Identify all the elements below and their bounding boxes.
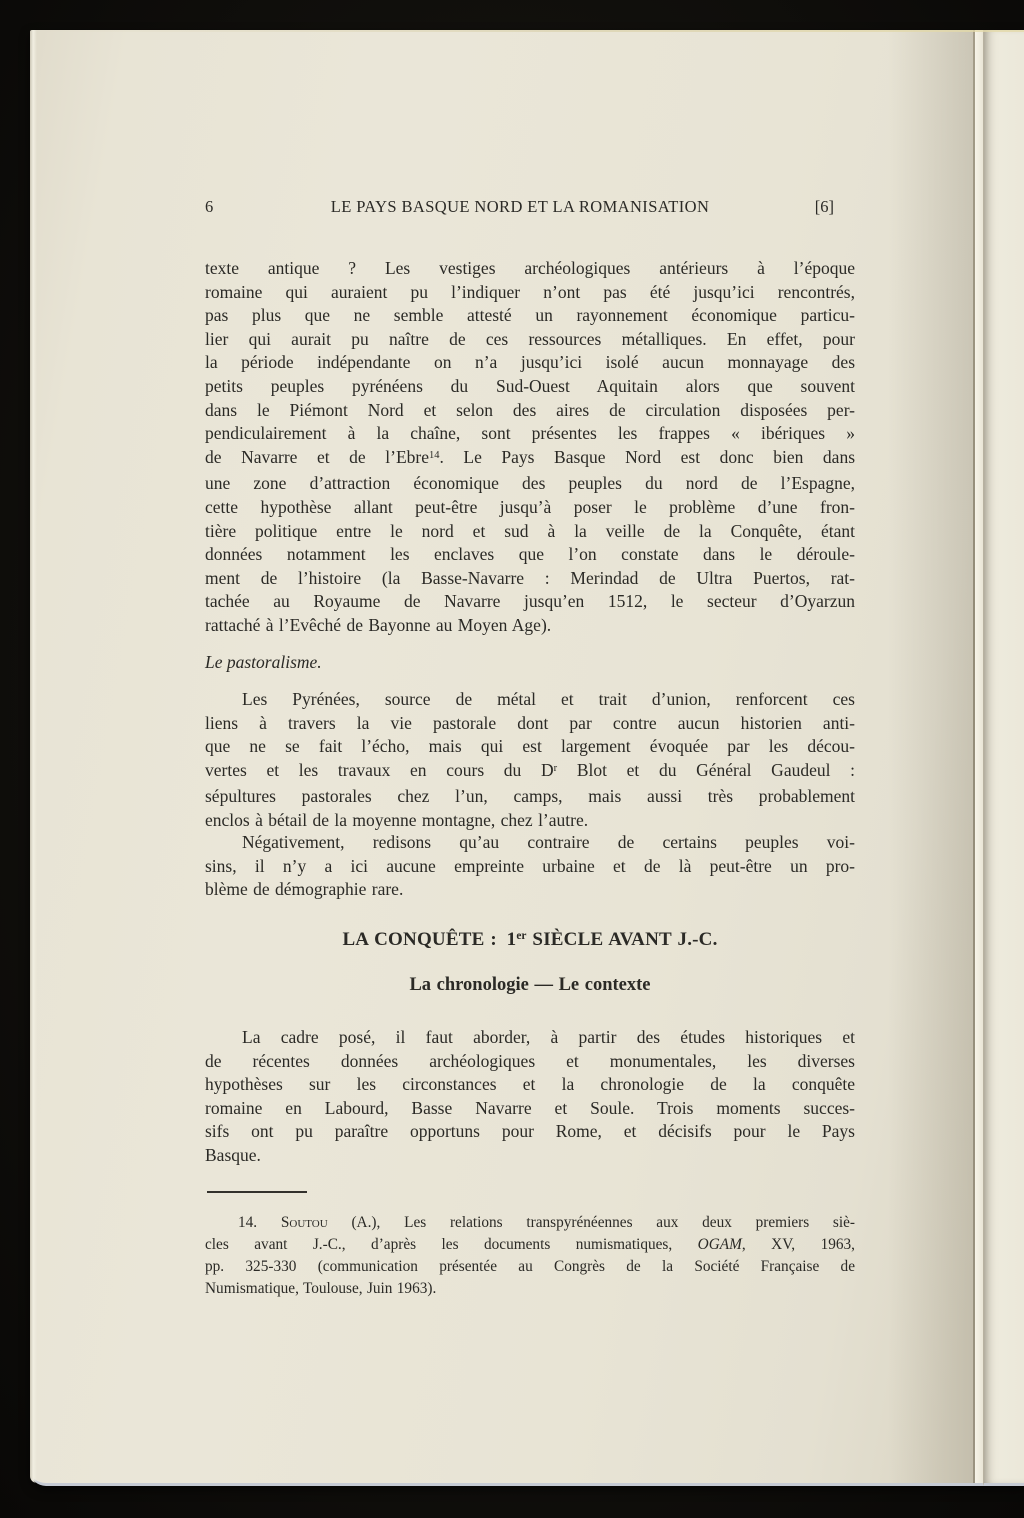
section-heading-pastoralisme: Le pastoralisme.	[205, 652, 322, 672]
folio-number: [6]	[814, 197, 834, 216]
facing-page-edge	[983, 30, 1024, 1486]
book-page	[30, 30, 1024, 1486]
paragraph-negativement: Négativement, redisons qu’au contraire de certains peuples voi- sins, il n’y a ici aucune empreinte urbaine et de là peut-être un pro- blème de démographie rare.	[205, 832, 855, 900]
footnote-separator-rule	[207, 1191, 307, 1193]
footnote-14-soutou: 14. Soutou (A.), Les relations transpyrénéennes aux deux premiers siè- cles avant J.-C., d’après les documents numismatiques, OGAM, XV, 1963, pp. 325-330 (communication présentée au Congrès de la Société Française de Numismatique, Toulouse, Juin 1963).	[205, 1214, 856, 1297]
gutter-fold-highlight	[975, 30, 983, 1483]
subheading-chronologie-contexte: La chronologie — Le contexte	[409, 975, 651, 995]
paragraph-cadre-pose: La cadre posé, il faut aborder, à partir des études historiques et de récentes données archéologiques et monumentales, les diverses hypothèses sur les circonstances et la chronologie de la conquête romaine en Labourd, Basse Navarre et Soule. Trois moments succes- sifs ont pu paraître opportuns pour Rome, et décisifs pour le Pays Basque.	[205, 1027, 855, 1165]
paragraph-metallic-resources: texte antique ? Les vestiges archéologiques antérieurs à l’époque romaine qui auraient pu l’indiquer n’ont pas été jusqu’ici rencontrés, pas plus que ne semble attesté un rayonnement économique particu- lier qui aurait pu naître de ces ressources métalliques. En effet, pour la période indépendante on n’a jusqu’ici isolé aucun monnayage des petits peuples pyrénéens du Sud-Ouest Aquitain alors que souvent dans le Piémont Nord et selon des aires de circulation disposées per- pendiculairement à la chaîne, sont présentes les frappes « ibériques » de Navarre et de l’Ebre$^{14}$. Le Pays Basque Nord est donc bien dans une zone d’attraction économique des peuples du nord de l’Espagne, cette hypothèse allant peut-être jusqu’à poser le problème d’une fron- tière politique entre le nord et sud à la veille de la Conquête, étant données notamment les enclaves que l’on constate dans le déroule- ment de l’histoire (la Basse-Navarre : Merindad de Ultra Puertos, rat- tachée au Royaume de Navarre jusqu’en 1512, le secteur d’Oyarzun rattaché à l’Evêché de Bayonne au Moyen Age).	[205, 258, 856, 635]
running-header	[205, 197, 855, 217]
running-title: LE PAYS BASQUE NORD ET LA ROMANISATION	[330, 197, 710, 216]
page-number: 6	[205, 197, 214, 216]
paragraph-pyrenees-pastoral: Les Pyrénées, source de métal et trait d’union, renforcent ces liens à travers la vie pastorale dont par contre aucun historien anti- que ne se fait l’écho, mais qui est largement évoquée par les décou- vertes et les travaux en cours du $D^r$ Blot et du Général Gaudeul : sépultures pastorales chez l’un, camps, mais aussi très probablement enclos à bétail de la moyenne montagne, chez l’autre.	[205, 689, 856, 830]
chapter-heading-conquete: LA CONQUÊTE : 1er SIÈCLE AVANT J.-C.	[342, 929, 718, 950]
gutter-shadow	[888, 30, 973, 1483]
